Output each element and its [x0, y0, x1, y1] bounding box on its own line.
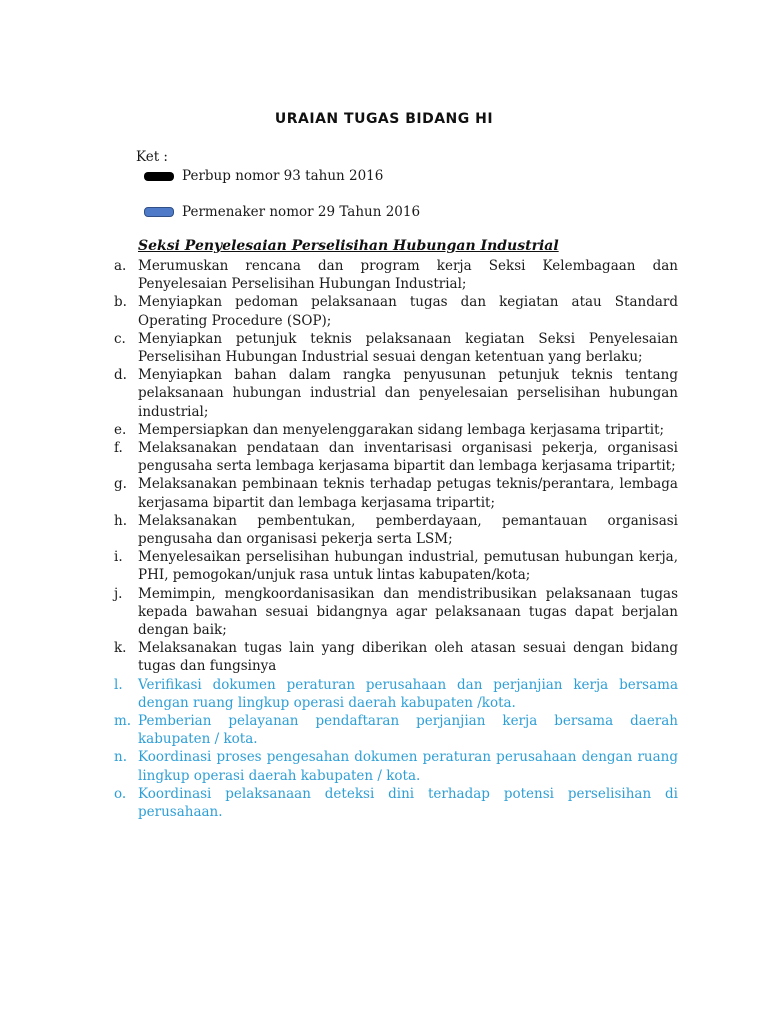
list-marker: b.	[114, 294, 127, 311]
list-item-text: Pemberian pelayanan pendaftaran perjanjian kerja bersama daerah kabupaten / kota.	[138, 713, 678, 748]
list-item	[114, 585, 678, 640]
list-item	[114, 330, 678, 366]
list-item-text: Melaksanakan pendataan dan inventarisasi organisasi pekerja, organisasi pengusaha serta lembaga kerjasama bipartit dan lembaga kerjasama tripartit;	[138, 440, 678, 475]
list-item	[114, 548, 678, 584]
legend-item-perbup	[144, 166, 383, 186]
list-item	[114, 475, 678, 511]
list-marker: c.	[114, 330, 126, 347]
list-item-text: Menyiapkan petunjuk teknis pelaksanaan kegiatan Seksi Penyelesaian Perselisihan Hubungan Industrial sesuai dengan ketentuan yang berlaku;	[138, 330, 678, 366]
list-item	[114, 712, 678, 748]
list-item-text: Menyiapkan pedoman pelaksanaan tugas dan kegiatan atau Standard Operating Procedure (SOP);	[138, 294, 678, 329]
list-marker: i.	[114, 549, 123, 566]
list-marker: g.	[114, 476, 127, 493]
list-marker: k.	[114, 640, 127, 657]
list-item-text: Verifikasi dokumen peraturan perusahaan dan perjanjian kerja bersama dengan ruang lingkup operasi daerah kabupaten /kota.	[138, 676, 678, 711]
list-item-text: Melaksanakan pembentukan, pemberdayaan, pemantauan organisasi pengusaha dan organisasi pekerja serta LSM;	[138, 512, 678, 548]
list-marker: a.	[114, 258, 127, 274]
list-item	[114, 676, 678, 712]
list-marker: n.	[114, 749, 127, 766]
list-item	[114, 439, 678, 475]
list-item-text: Merumuskan rencana dan program kerja Seksi Kelembagaan dan Penyelesaian Perselisihan Hubungan Industrial;	[138, 258, 678, 293]
list-item-text: Koordinasi proses pengesahan dokumen peraturan perusahaan dengan ruang lingkup operasi daerah kabupaten / kota.	[138, 749, 678, 784]
task-list	[114, 257, 678, 821]
list-marker: d.	[114, 367, 127, 384]
list-item-text: Koordinasi pelaksanaan deteksi dini terhadap potensi perselisihan di perusahaan.	[138, 785, 678, 821]
list-item	[114, 748, 678, 784]
ket-label: Ket :	[136, 149, 168, 165]
list-marker: j.	[114, 585, 123, 602]
list-marker: f.	[114, 440, 123, 457]
black-swatch-icon	[144, 172, 174, 181]
list-item	[114, 639, 678, 675]
list-item-text: Menyiapkan bahan dalam rangka penyusunan petunjuk teknis tentang pelaksanaan hubungan industrial dan penyelesaian perselisihan hubungan industrial;	[138, 367, 678, 420]
list-marker: l.	[114, 676, 123, 693]
document-title: URAIAN TUGAS BIDANG HI	[274, 111, 494, 127]
list-item	[114, 366, 678, 421]
legend-label: Permenaker nomor 29 Tahun 2016	[182, 204, 421, 220]
list-item-text: Menyelesaikan perselisihan hubungan industrial, pemutusan hubungan kerja, PHI, pemogokan/unjuk rasa untuk lintas kabupaten/kota;	[138, 549, 678, 584]
list-marker: e.	[114, 421, 127, 438]
list-item-text: Melaksanakan pembinaan teknis terhadap petugas teknis/perantara, lembaga kerjasama bipartit dan lembaga kerjasama tripartit;	[138, 476, 678, 511]
list-marker: m.	[114, 713, 132, 730]
list-item	[114, 293, 678, 329]
section-heading: Seksi Penyelesaian Perselisihan Hubungan Industrial	[138, 238, 559, 254]
list-marker: o.	[114, 785, 127, 802]
legend-item-permenaker	[144, 202, 420, 222]
list-item-text: Mempersiapkan dan menyelenggarakan sidang lembaga kerjasama tripartit;	[138, 421, 665, 438]
list-item	[114, 257, 678, 293]
list-item-text: Melaksanakan tugas lain yang diberikan oleh atasan sesuai dengan bidang tugas dan fungsinya	[138, 640, 678, 675]
list-item-text: Memimpin, mengkoordanisasikan dan mendistribusikan pelaksanaan tugas kepada bawahan sesuai bidangnya agar pelaksanaan tugas dapat berjalan dengan baik;	[138, 585, 678, 639]
list-item	[114, 785, 678, 821]
list-marker: h.	[114, 512, 127, 529]
list-item	[114, 421, 678, 439]
legend-label: Perbup nomor 93 tahun 2016	[182, 168, 384, 184]
list-item	[114, 512, 678, 548]
blue-swatch-icon	[144, 207, 174, 217]
